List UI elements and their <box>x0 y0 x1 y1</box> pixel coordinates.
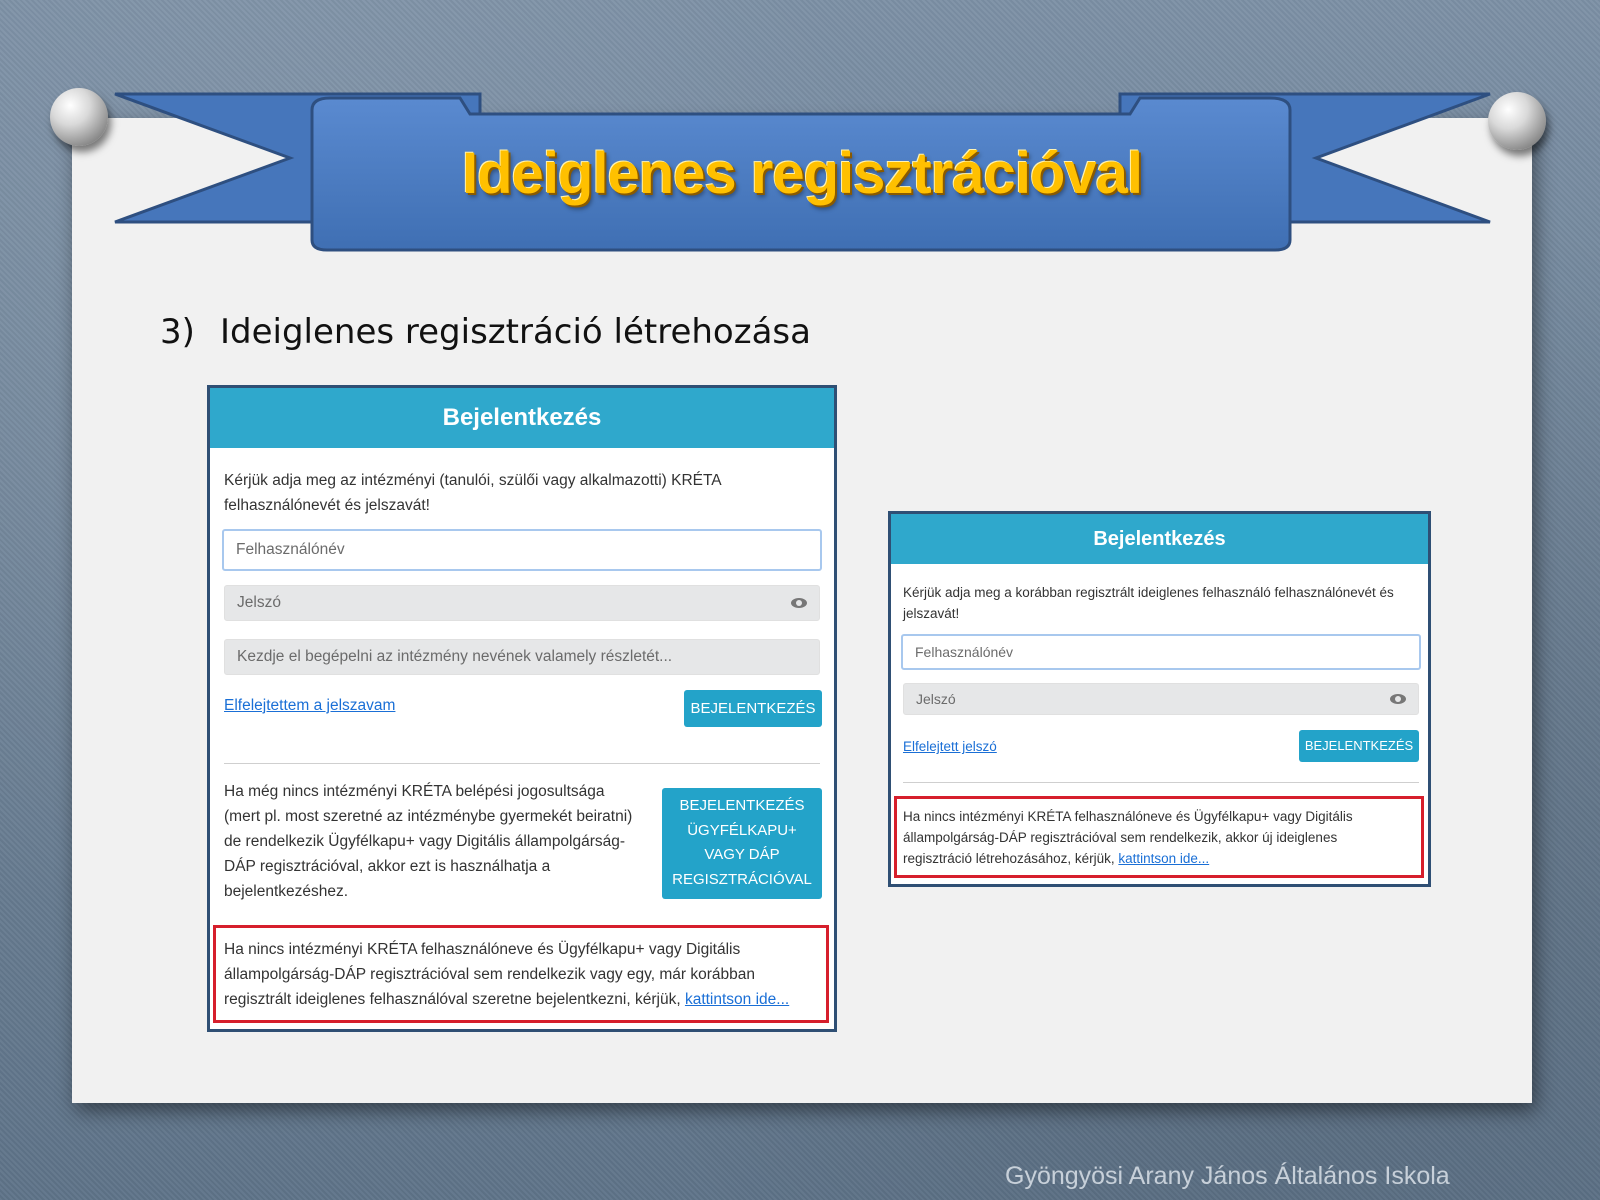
login-button[interactable]: BEJELENTKEZÉS <box>684 690 822 727</box>
institution-search-input[interactable]: Kezdje el begépelni az intézmény nevének valamely részletét... <box>224 639 820 675</box>
temp-line: állampolgárság-DÁP regisztrációval sem rendelkezik, akkor új ideiglenes <box>903 830 1338 845</box>
password-placeholder: Jelszó <box>237 594 281 611</box>
step-text: Ideiglenes regisztráció létrehozása <box>220 312 811 352</box>
temp-line: regisztráció létrehozásához, kérjük, <box>903 851 1115 866</box>
temp-line: Ha nincs intézményi KRÉTA felhasználóneve és Ügyfélkapu+ vagy Digitális <box>903 809 1353 824</box>
dap-button-line: ÜGYFÉLKAPU+ <box>687 821 797 839</box>
dap-button-line: REGISZTRÁCIÓVAL <box>672 870 812 888</box>
password-placeholder: Jelszó <box>916 691 956 707</box>
section-divider <box>224 763 820 764</box>
temp-username-input[interactable]: Felhasználónév <box>901 634 1421 670</box>
step-number: 3) <box>160 312 195 352</box>
dap-line: de rendelkezik Ügyfélkapu+ vagy Digitális állampolgárság- <box>224 833 626 850</box>
login-card-main <box>207 385 837 1032</box>
temp-login-card-header: Bejelentkezés <box>891 514 1428 564</box>
temp-registration-text <box>224 937 824 1012</box>
step-heading <box>160 312 811 352</box>
login-intro-text <box>224 468 824 518</box>
dap-button-line: VAGY DÁP <box>704 846 780 863</box>
temp-forgot-password-link[interactable]: Elfelejtett jelszó <box>903 739 997 754</box>
intro-line: jelszavát! <box>903 606 960 621</box>
dap-button-line: BEJELENTKEZÉS <box>679 797 805 814</box>
pushpin-left-icon <box>50 88 108 146</box>
new-temp-registration-text <box>903 806 1418 869</box>
temp-line: állampolgárság-DÁP regisztrációval sem rendelkezik vagy egy, már korábban <box>224 966 755 983</box>
dap-login-button[interactable] <box>662 788 822 899</box>
temp-line: Ha nincs intézményi KRÉTA felhasználóneve és Ügyfélkapu+ vagy Digitális <box>224 941 741 958</box>
section-divider <box>903 782 1419 783</box>
click-here-link[interactable]: kattintson ide... <box>684 991 790 1008</box>
dap-line: DÁP regisztrációval, akkor ezt is használhatja a <box>224 858 551 875</box>
temp-login-intro-text <box>903 582 1423 624</box>
temp-line: regisztrált ideiglenes felhasználóval szeretne bejelentkezni, kérjük, <box>224 991 681 1008</box>
pushpin-right-icon <box>1488 92 1546 150</box>
click-here-link[interactable]: kattintson ide... <box>1118 851 1210 866</box>
dap-line: (mert pl. most szeretné az intézménybe gyermekét beiratni) <box>224 808 633 825</box>
school-footer: Gyöngyösi Arany János Általános Iskola <box>1005 1162 1450 1190</box>
temp-login-card <box>888 511 1431 887</box>
login-card-header: Bejelentkezés <box>210 388 834 448</box>
password-input[interactable] <box>224 585 820 621</box>
show-password-eye-icon[interactable] <box>791 598 807 608</box>
temp-password-input[interactable] <box>903 683 1419 715</box>
forgot-password-link[interactable]: Elfelejtettem a jelszavam <box>224 697 396 714</box>
intro-line: felhasználónevét és jelszavát! <box>224 497 430 514</box>
slide-title: Ideiglenes regisztrációval <box>462 141 1142 206</box>
temp-login-button[interactable]: BEJELENTKEZÉS <box>1299 730 1419 762</box>
dap-line: Ha még nincs intézményi KRÉTA belépési jogosultsága <box>224 783 605 800</box>
dap-info-text <box>224 779 664 904</box>
dap-line: bejelentkezéshez. <box>224 883 349 900</box>
intro-line: Kérjük adja meg a korábban regisztrált ideiglenes felhasználó felhasználónevét és <box>903 585 1394 600</box>
show-password-eye-icon[interactable] <box>1390 694 1406 704</box>
title-banner <box>0 0 1600 260</box>
intro-line: Kérjük adja meg az intézményi (tanulói, szülői vagy alkalmazotti) KRÉTA <box>224 472 722 489</box>
username-input[interactable]: Felhasználónév <box>222 529 822 571</box>
